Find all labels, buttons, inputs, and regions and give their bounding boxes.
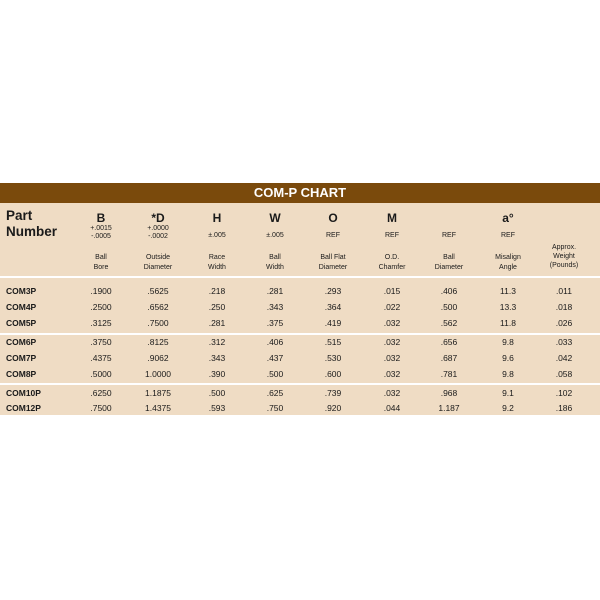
- table-row: [0, 299, 600, 315]
- table-cell: .015: [383, 286, 401, 296]
- table-cell: .343: [266, 302, 284, 312]
- table-cell: .032: [383, 337, 401, 347]
- part-number-header: [6, 208, 57, 240]
- chart-title: COM-P CHART: [0, 183, 600, 203]
- column-label-line: Diameter: [318, 264, 348, 271]
- column-tolerance-line: REF: [501, 232, 515, 239]
- table-cell: .656: [440, 337, 458, 347]
- table-cell: .4375: [90, 353, 112, 363]
- weight-header-line3: (Pounds): [549, 262, 579, 269]
- table-cell: .364: [324, 302, 342, 312]
- column-label-line: Width: [266, 264, 284, 271]
- table-cell: .281: [208, 318, 226, 328]
- table-cell: .032: [383, 318, 401, 328]
- part-number-cell: COM8P: [6, 369, 37, 379]
- column-letter: *D: [151, 211, 165, 225]
- column-label-line: Ball Flat: [320, 254, 346, 261]
- table-cell: .920: [324, 403, 342, 413]
- table-cell: .9062: [147, 353, 169, 363]
- header-divider: [0, 276, 600, 278]
- column-tolerance: [424, 232, 474, 239]
- table-cell: .058: [555, 369, 573, 379]
- column-tolerance-line: ±.005: [266, 232, 284, 239]
- table-row: [0, 315, 600, 331]
- column-label: [130, 253, 186, 273]
- column-label-line: O.D.: [384, 254, 400, 261]
- table-cell: .687: [440, 353, 458, 363]
- column-letter: B: [96, 211, 106, 225]
- table-cell: .343: [208, 353, 226, 363]
- table-cell: .500: [440, 302, 458, 312]
- column-label-line: Outside: [145, 254, 171, 261]
- column-letter: M: [387, 211, 397, 225]
- column-letter: W: [269, 211, 281, 225]
- table-cell: .2500: [90, 302, 112, 312]
- column-tolerance: [192, 232, 242, 239]
- column-tolerance-line: ±.005: [208, 232, 226, 239]
- column-letter: a°: [502, 211, 514, 225]
- table-cell: 13.3: [499, 302, 517, 312]
- table-row: [0, 385, 600, 401]
- table-cell: .032: [383, 369, 401, 379]
- part-number-cell: COM6P: [6, 337, 37, 347]
- table-cell: 11.3: [500, 286, 516, 296]
- table-row: [0, 283, 600, 299]
- table-cell: .625: [266, 388, 284, 398]
- table-cell: .5625: [147, 286, 169, 296]
- table-cell: .739: [324, 388, 342, 398]
- table-cell: .032: [383, 353, 401, 363]
- column-label-line: Diameter: [143, 264, 173, 271]
- column-label-line: Chamfer: [378, 264, 406, 271]
- table-row: [0, 400, 600, 416]
- part-number-cell: COM12P: [6, 403, 41, 413]
- table-cell: .437: [266, 353, 284, 363]
- table-cell: .3750: [90, 337, 112, 347]
- table-cell: .406: [440, 286, 458, 296]
- weight-header-line1: Approx.: [551, 244, 577, 251]
- column-tolerance-line: -.0005: [91, 233, 111, 240]
- weight-header: [538, 243, 590, 270]
- weight-header-line2: Weight: [553, 253, 575, 260]
- table-cell: 1.0000: [145, 369, 171, 379]
- table-cell: .026: [555, 318, 573, 328]
- part-number-cell: COM5P: [6, 318, 37, 328]
- column-label-line: Angle: [499, 264, 517, 271]
- table-cell: 11.8: [500, 318, 516, 328]
- table-cell: .312: [208, 337, 226, 347]
- table-cell: .390: [208, 369, 226, 379]
- table-cell: .968: [440, 388, 458, 398]
- column-tolerance: [367, 232, 417, 239]
- table-cell: .8125: [147, 337, 169, 347]
- table-cell: .515: [324, 337, 342, 347]
- column-label-line: Bore: [93, 264, 109, 271]
- table-cell: .781: [440, 369, 458, 379]
- part-number-cell: COM3P: [6, 286, 37, 296]
- table-row: [0, 350, 600, 366]
- table-cell: .593: [208, 403, 226, 413]
- column-label: [480, 253, 536, 273]
- part-number-cell: COM4P: [6, 302, 37, 312]
- table-cell: .375: [266, 318, 284, 328]
- part-number-header-line1: Part: [6, 208, 33, 223]
- table-cell: .406: [266, 337, 284, 347]
- table-cell: 9.1: [502, 388, 514, 398]
- table-cell: .419: [324, 318, 342, 328]
- column-tolerance-line: REF: [326, 232, 340, 239]
- table-cell: .5000: [90, 369, 112, 379]
- table-cell: 1.4375: [145, 403, 171, 413]
- column-label: [73, 253, 129, 273]
- table-cell: 9.6: [502, 353, 514, 363]
- table-cell: .1900: [90, 286, 112, 296]
- column-label-line: Race: [208, 254, 226, 261]
- table-row: [0, 334, 600, 350]
- table-cell: .750: [266, 403, 284, 413]
- table-cell: .3125: [90, 318, 112, 328]
- table-cell: .044: [383, 403, 401, 413]
- column-label-line: Ball: [443, 254, 455, 261]
- part-number-cell: COM7P: [6, 353, 37, 363]
- table-cell: .7500: [90, 403, 112, 413]
- column-label: [247, 253, 303, 273]
- column-tolerance: [133, 225, 183, 241]
- column-tolerance: [250, 232, 300, 239]
- table-cell: .6250: [90, 388, 112, 398]
- column-tolerance-line: REF: [385, 232, 399, 239]
- table-cell: .562: [440, 318, 458, 328]
- table-cell: 9.2: [502, 403, 514, 413]
- table-cell: .018: [555, 302, 573, 312]
- column-label-line: Diameter: [434, 264, 464, 271]
- table-cell: .033: [555, 337, 573, 347]
- table-cell: 1.1875: [145, 388, 171, 398]
- column-label: [305, 253, 361, 273]
- table-cell: 9.8: [502, 369, 514, 379]
- column-tolerance: [483, 232, 533, 239]
- table-cell: .186: [555, 403, 573, 413]
- column-tolerance: [308, 232, 358, 239]
- table-cell: .500: [266, 369, 284, 379]
- table-cell: .530: [324, 353, 342, 363]
- table-cell: .042: [555, 353, 573, 363]
- part-number-header-line2: Number: [6, 224, 58, 239]
- table-cell: .032: [383, 388, 401, 398]
- table-cell: .600: [324, 369, 342, 379]
- table-cell: .011: [556, 286, 572, 296]
- table-row: [0, 366, 600, 382]
- column-label-line: Ball: [269, 254, 281, 261]
- table-cell: .022: [383, 302, 401, 312]
- column-tolerance-line: +.0015: [90, 225, 112, 232]
- table-cell: .250: [208, 302, 226, 312]
- column-tolerance-line: -.0002: [148, 233, 168, 240]
- column-tolerance: [76, 225, 126, 241]
- table-cell: 1.187: [438, 403, 460, 413]
- table-cell: .500: [208, 388, 226, 398]
- column-label: [421, 253, 477, 273]
- table-cell: .102: [555, 388, 573, 398]
- table-cell: .281: [266, 286, 284, 296]
- table-cell: .293: [324, 286, 342, 296]
- part-number-cell: COM10P: [6, 388, 41, 398]
- table-cell: .7500: [147, 318, 169, 328]
- table-cell: .6562: [147, 302, 169, 312]
- column-tolerance-line: +.0000: [147, 225, 169, 232]
- column-label-line: Ball: [95, 254, 107, 261]
- column-label-line: Misalign: [495, 254, 521, 261]
- column-letter: H: [212, 211, 222, 225]
- column-label-line: Width: [208, 264, 226, 271]
- table-cell: 9.8: [502, 337, 514, 347]
- column-tolerance-line: REF: [442, 232, 456, 239]
- column-label: [364, 253, 420, 273]
- column-letter: O: [328, 211, 338, 225]
- column-label: [189, 253, 245, 273]
- table-cell: .218: [208, 286, 226, 296]
